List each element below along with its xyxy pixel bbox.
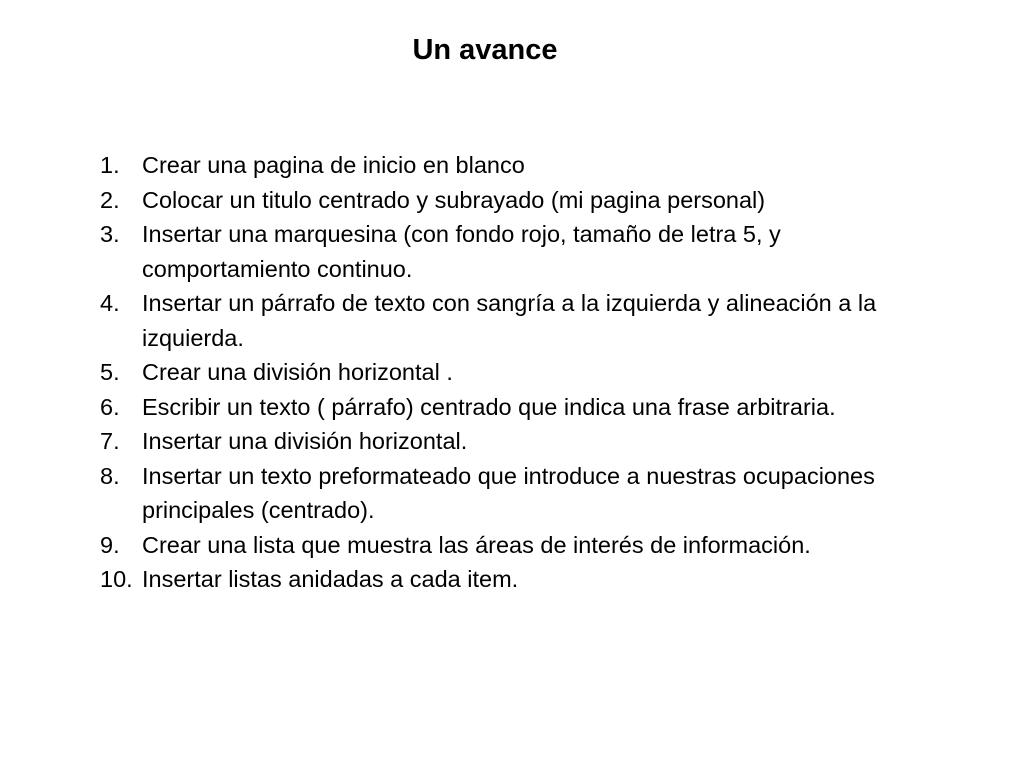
list-item-number: 9. xyxy=(100,531,120,558)
list-item xyxy=(100,390,940,425)
list-item-number: 1. xyxy=(100,152,120,178)
list-item-text: Insertar una división horizontal. xyxy=(142,428,468,454)
list-item-number: 7. xyxy=(100,428,120,454)
list-item-text: Colocar un titulo centrado y subrayado (mi pagina personal) xyxy=(142,186,766,213)
list-item-number: 2. xyxy=(100,186,120,213)
list-item xyxy=(100,217,940,286)
list-item-number: 4. xyxy=(100,290,120,316)
list-item-number: 10. xyxy=(100,566,133,592)
list-item-text: Escribir un texto ( párrafo) centrado que indica una frase arbitraria. xyxy=(142,393,836,420)
list-item-text: Crear una división horizontal . xyxy=(142,359,453,385)
slide-title: Un avance xyxy=(412,34,558,66)
list-item xyxy=(100,459,940,528)
list-item xyxy=(100,148,940,183)
list-item-text: Insertar un párrafo de texto con sangría a la izquierda y alineación a la izquierda. xyxy=(142,290,877,351)
list-item-text: Insertar una marquesina (con fondo rojo, tamaño de letra 5, y comportamiento continuo. xyxy=(142,221,781,282)
list-item xyxy=(100,562,940,597)
list-item-text: Insertar listas anidadas a cada item. xyxy=(142,566,519,592)
list-item xyxy=(100,355,940,390)
list-item xyxy=(100,286,940,355)
list-item-number: 3. xyxy=(100,221,120,247)
list-item-text: Crear una lista que muestra las áreas de interés de información. xyxy=(142,531,811,558)
list-item-text: Insertar un texto preformateado que introduce a nuestras ocupaciones principales (centrado). xyxy=(142,462,875,523)
list-item-text: Crear una pagina de inicio en blanco xyxy=(142,152,525,178)
list-item-number: 5. xyxy=(100,359,120,385)
list-item xyxy=(100,424,940,459)
list-item-number: 6. xyxy=(100,393,120,420)
numbered-list xyxy=(100,148,940,597)
list-item xyxy=(100,528,940,563)
list-item-number: 8. xyxy=(100,462,120,489)
list-item xyxy=(100,183,940,218)
